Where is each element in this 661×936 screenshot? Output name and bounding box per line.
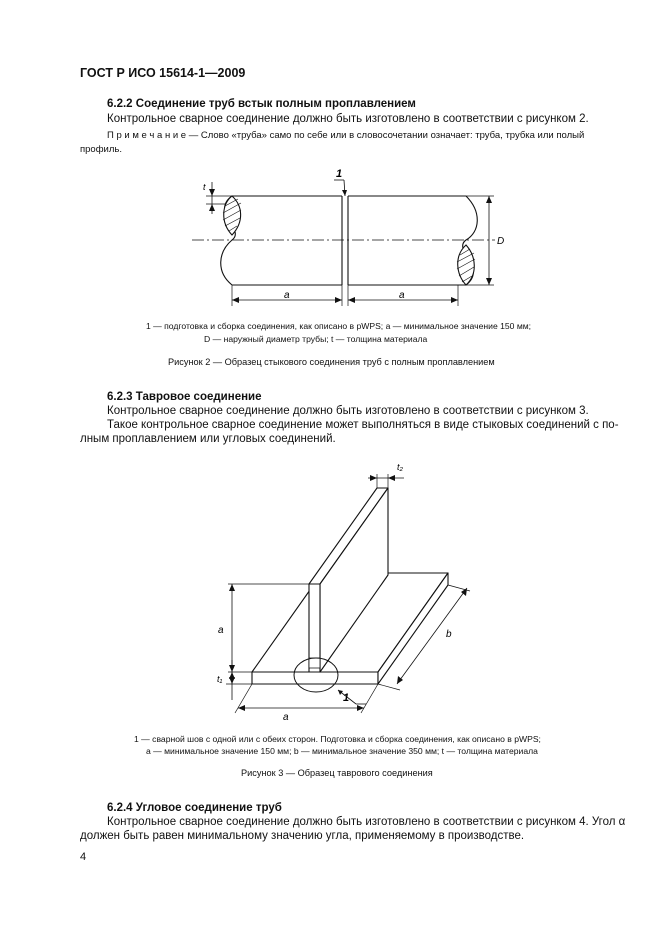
section-6-2-4-line-1: Контрольное сварное соединение должно быть изготовлено в соответствии с рисунком 4. Угол α: [107, 816, 626, 828]
fig3-label-t2: t₂: [397, 462, 403, 472]
fig2-label-t: t: [203, 182, 206, 192]
page-number: 4: [80, 851, 87, 863]
figure-2-caption: Рисунок 2 — Образец стыкового соединения труб с полным проплавлением: [168, 357, 495, 367]
section-6-2-2-title: 6.2.2 Соединение труб встык полным проплавлением: [107, 98, 416, 110]
figure-3-legend-line-2: a — минимальное значение 150 мм; b — минимальное значение 350 мм; t — толщина материала: [146, 746, 538, 756]
fig3-label-t1: t₁: [217, 674, 223, 684]
fig2-label-1: 1: [336, 168, 343, 180]
document-header: ГОСТ Р ИСО 15614-1—2009: [80, 66, 246, 80]
fig3-label-b: b: [446, 629, 452, 640]
figure-2-legend-line-2: D — наружный диаметр трубы; t — толщина материала: [204, 334, 428, 344]
section-6-2-3-line-3: лным проплавлением или угловых соединений.: [80, 433, 336, 445]
note-line-2: профиль.: [80, 144, 122, 155]
fig2-label-a-right: a: [399, 290, 405, 301]
section-6-2-3-line-2: Такое контрольное сварное соединение может выполняться в виде стыковых соединений с по-: [107, 419, 619, 431]
fig3-label-a-bottom: a: [283, 712, 289, 723]
section-6-2-2-paragraph: Контрольное сварное соединение должно быть изготовлено в соответствии с рисунком 2.: [107, 113, 589, 125]
figure-3-legend-line-1: 1 — сварной шов с одной или с обеих сторон. Подготовка и сборка соединения, как описано в pWPS;: [134, 734, 541, 744]
note-line-1: П р и м е ч а н и е — Слово «труба» само по себе или в словосочетании означает: труба, трубка или полый: [107, 130, 585, 141]
section-6-2-4-line-2: должен быть равен минимальному значению угла, применяемому в производстве.: [80, 830, 525, 842]
section-6-2-3-line-1: Контрольное сварное соединение должно быть изготовлено в соответствии с рисунком 3.: [107, 405, 589, 417]
figure-2-legend-line-1: 1 — подготовка и сборка соединения, как описано в pWPS; a — минимальное значение 150 мм;: [146, 321, 532, 331]
fig2-label-D: D: [497, 236, 505, 247]
fig3-label-1: 1: [343, 692, 350, 704]
section-6-2-3-title: 6.2.3 Тавровое соединение: [107, 391, 262, 403]
section-6-2-4-title: 6.2.4 Угловое соединение труб: [107, 802, 282, 814]
fig3-label-a-vertical: a: [218, 625, 224, 636]
fig2-label-a-left: a: [284, 290, 290, 301]
figure-3-caption: Рисунок 3 — Образец таврового соединения: [241, 768, 433, 778]
